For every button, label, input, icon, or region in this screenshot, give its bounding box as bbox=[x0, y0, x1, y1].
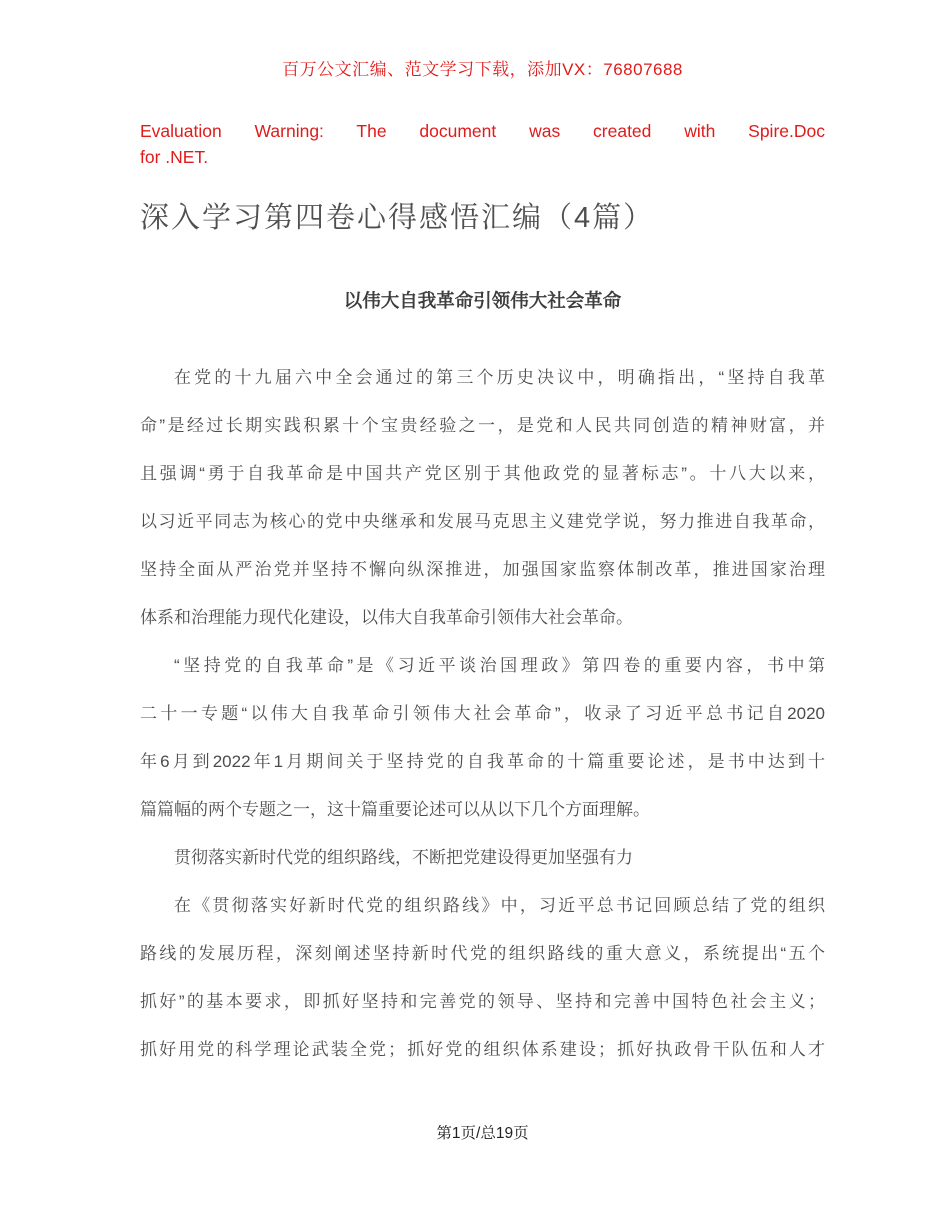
body-line: 路线的发展历程，深刻阐述坚持新时代党的组织路线的重大意义，系统提出“五个 bbox=[140, 944, 825, 963]
doc-title: 深入学习第四卷心得感悟汇编（4篇） bbox=[140, 202, 655, 234]
body-line: “坚持党的自我革命”是《习近平谈治国理政》第四卷的重要内容，书中第 bbox=[174, 656, 825, 675]
body-line: 抓好用党的科学理论武装全党；抓好党的组织体系建设；抓好执政骨干队伍和人才 bbox=[140, 1040, 825, 1059]
eval-warning-line1: Evaluation Warning: The document was created with Spire.Doc bbox=[140, 121, 825, 141]
article-body bbox=[140, 354, 825, 1074]
body-paragraph-1 bbox=[140, 354, 825, 642]
body-line: 贯彻落实新时代党的组织路线，不断把党建设得更加坚强有力 bbox=[174, 848, 633, 867]
body-line: 抓好”的基本要求，即抓好坚持和完善党的领导、坚持和完善中国特色社会主义； bbox=[140, 992, 825, 1011]
body-line: 在《贯彻落实好新时代党的组织路线》中，习近平总书记回顾总结了党的组织 bbox=[174, 896, 825, 915]
body-line: 在党的十九届六中全会通过的第三个历史决议中，明确指出，“坚持自我革 bbox=[174, 368, 825, 387]
eval-warning bbox=[140, 118, 825, 170]
body-line: 坚持全面从严治党并坚持不懈向纵深推进，加强国家监察体制改革，推进国家治理 bbox=[140, 560, 825, 579]
article-heading: 以伟大自我革命引领伟大社会革命 bbox=[343, 290, 622, 311]
body-line: 二十一专题“以伟大自我革命引领伟大社会革命”，收录了习近平总书记自2020 bbox=[140, 704, 825, 723]
page-footer: 第1页/总19页 bbox=[436, 1125, 529, 1142]
body-paragraph-3 bbox=[140, 834, 825, 882]
body-line: 年6月到2022年1月期间关于坚持党的自我革命的十篇重要论述，是书中达到十 bbox=[140, 752, 825, 771]
body-line: 篇篇幅的两个专题之一，这十篇重要论述可以从以下几个方面理解。 bbox=[140, 800, 650, 819]
eval-warning-line2: for .NET. bbox=[140, 147, 209, 167]
body-line: 且强调“勇于自我革命是中国共产党区别于其他政党的显著标志”。十八大以来， bbox=[140, 464, 825, 483]
body-line: 体系和治理能力现代化建设，以伟大自我革命引领伟大社会革命。 bbox=[140, 608, 633, 627]
body-paragraph-4 bbox=[140, 882, 825, 1074]
body-paragraph-2 bbox=[140, 642, 825, 834]
body-line: 以习近平同志为核心的党中央继承和发展马克思主义建党学说，努力推进自我革命， bbox=[140, 512, 825, 531]
promo-banner: 百万公文汇编、范文学习下载，添加VX：76807688 bbox=[282, 60, 683, 79]
body-line: 命”是经过长期实践积累十个宝贵经验之一，是党和人民共同创造的精神财富，并 bbox=[140, 416, 825, 435]
